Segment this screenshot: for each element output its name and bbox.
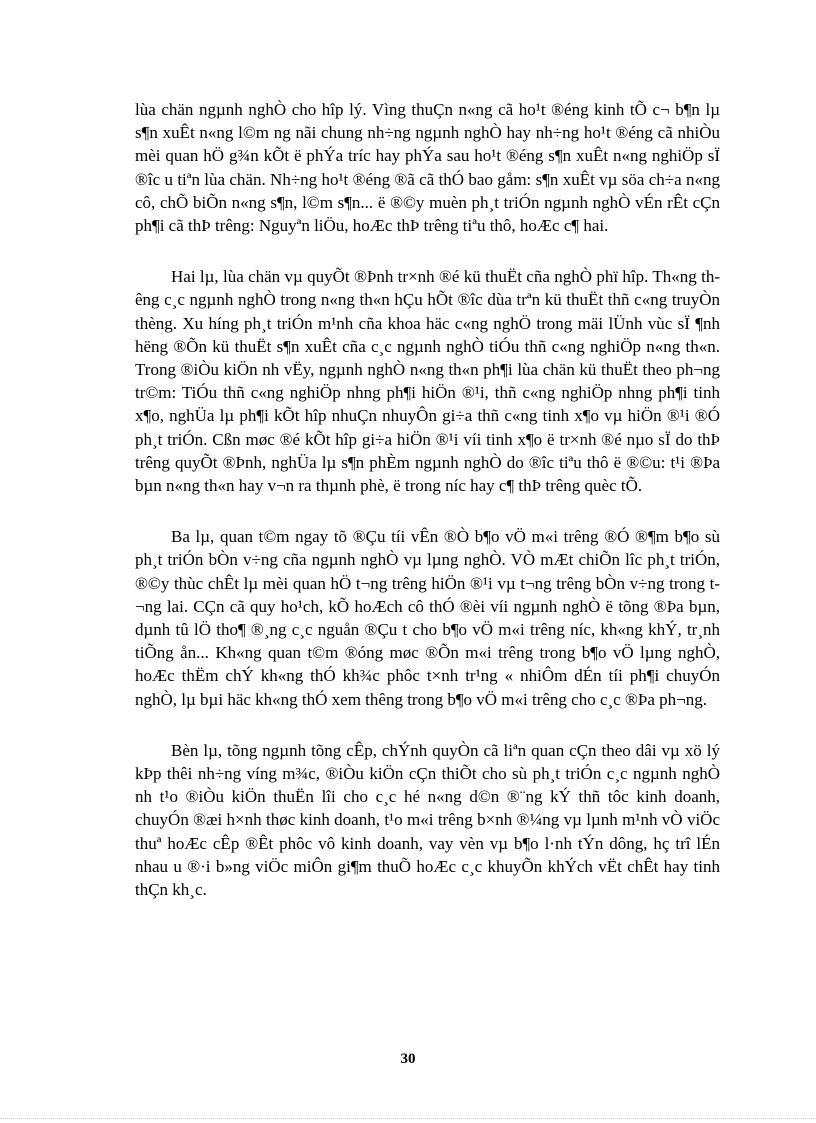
body-text — [135, 98, 720, 929]
paragraph-2: Hai lµ, lùa chän vµ quyÕt ®Þnh tr×nh ®é kü thuËt cña nghÒ phï hîp. Th«ng thêng c¸c ngµnh nghÒ trong n«ng th«n hÇu hÕt ®îc dùa trªn kü thuËt thñ c«ng truyÒn thèng. Xu híng ph¸t triÓn m¹nh cña khoa häc c«ng nghÖ trong mäi lÜnh vùc sÏ ¶nh hëng ®Õn kü thuËt s¶n xuÊt cña c¸c ngµnh nghÒ tiÓu thñ c«ng nghiÖp n«ng th«n. Trong ®iÒu kiÖn nh vËy, ngµnh nghÒ n«ng th«n ph¶i lùa chän kü thuËt theo ph¬ng tr©m: TiÓu thñ c«ng nghiÖp nhng ph¶i hiÖn ®¹i, thñ c«ng nghiÖp nhng ph¶i tinh x¶o, nghÜa lµ ph¶i kÕt hîp nhuÇn nhuyÔn gi÷a thñ c«ng tinh x¶o vµ hiÖn ®¹i ®Ó ph¸t triÓn. Cßn møc ®é kÕt hîp gi÷a hiÖn ®¹i víi tinh x¶o ë tr×nh ®é nµo sÏ do thÞ trêng quyÕt ®Þnh, nghÜa lµ s¶n phÈm ngµnh nghÒ do ®îc tiªu thô ë ®©u: t¹i ®Þa bµn n«ng th«n hay v¬n ra thµnh phè, ë trong níc hay c¶ thÞ trêng quèc tÕ. — [135, 267, 720, 496]
paragraph-3: Ba lµ, quan t©m ngay tõ ®Çu tíi vÊn ®Ò b¶o vÖ m«i trêng ®Ó ®¶m b¶o sù ph¸t triÓn bÒn v÷ng cña ngµnh nghÒ vµ lµng nghÒ. VÒ mÆt chiÕn lîc ph¸t triÓn, ®©y thùc chÊt lµ mèi quan hÖ t¬ng trêng hiÖn ®¹i vµ t¬ng trêng bÒn v÷ng trong t¬ng lai. CÇn cã quy ho¹ch, kÕ hoÆch cô thÓ ®èi víi ngµnh nghÒ ë tõng ®Þa bµn, dµnh tû lÖ tho¶ ®¸ng c¸c nguån ®Çu t cho b¶o vÖ m«i trêng níc, kh«ng khÝ, tr¸nh tiÕng ån... Kh«ng quan t©m ®óng møc ®Õn m«i trêng trong b¶o vÖ lµng nghÒ, hoÆc thËm chÝ kh«ng thÓ kh¾c phôc t×nh tr¹ng « nhiÔm dÉn tíi ph¶i chuyÓn nghÒ, lµ bµi häc kh«ng thÓ xem thêng trong b¶o vÖ m«i trêng cho c¸c ®Þa ph¬ng. — [135, 527, 720, 709]
page-number: 30 — [400, 1051, 416, 1067]
paragraph-4: Bèn lµ, tõng ngµnh tõng cÊp, chÝnh quyÒn cã liªn quan cÇn theo dâi vµ xö lý kÞp thêi nh÷ng víng m¾c, ®iÒu kiÖn cÇn thiÕt cho sù ph¸t triÓn c¸c ngµnh nghÒ nh t¹o ®iÒu kiÖn thuËn lîi cho c¸c hé n«ng d©n ®¨ng kÝ thñ tôc kinh doanh, chuyÓn ®æi h×nh thøc kinh doanh, t¹o m«i trêng b×nh ®¼ng vµ lµnh m¹nh vÒ viÖc thuª hoÆc cÊp ®Êt phôc vô kinh doanh, vay vèn vµ b¶o l·nh tÝn dông, hç trî lÉn nhau u ®·i b»ng viÖc miÔn gi¶m thuÕ hoÆc c¸c khuyÕn khÝch vËt chÊt hay tinh thÇn kh¸c. — [135, 740, 720, 900]
paragraph-1: lùa chän ngµnh nghÒ cho hîp lý. Vìng thuÇn n«ng cã ho¹t ®éng kinh tÕ c¬ b¶n lµ s¶n xuÊt n«ng l©m ng nãi chung nh÷ng ngµnh nghÒ hay nh÷ng ho¹t ®éng cã nhiÒu mèi quan hÖ g¾n kÕt ë phÝa tríc hay phÝa sau ho¹t ®éng s¶n xuÊt n«ng nghiÖp sÏ ®îc u tiªn lùa chän. Nh÷ng ho¹t ®éng ®ã cã thÓ bao gåm: s¶n xuÊt vµ söa ch÷a n«ng cô, chÕ biÕn n«ng s¶n, l©m s¶n... ë ®©y muèn ph¸t triÓn ngµnh nghÒ vÉn rÊt cÇn ph¶i cã thÞ trêng: Nguyªn liÖu, hoÆc thÞ trêng tiªu thô, hoÆc c¶ hai. — [135, 100, 720, 236]
page-bottom-divider — [0, 1118, 816, 1119]
